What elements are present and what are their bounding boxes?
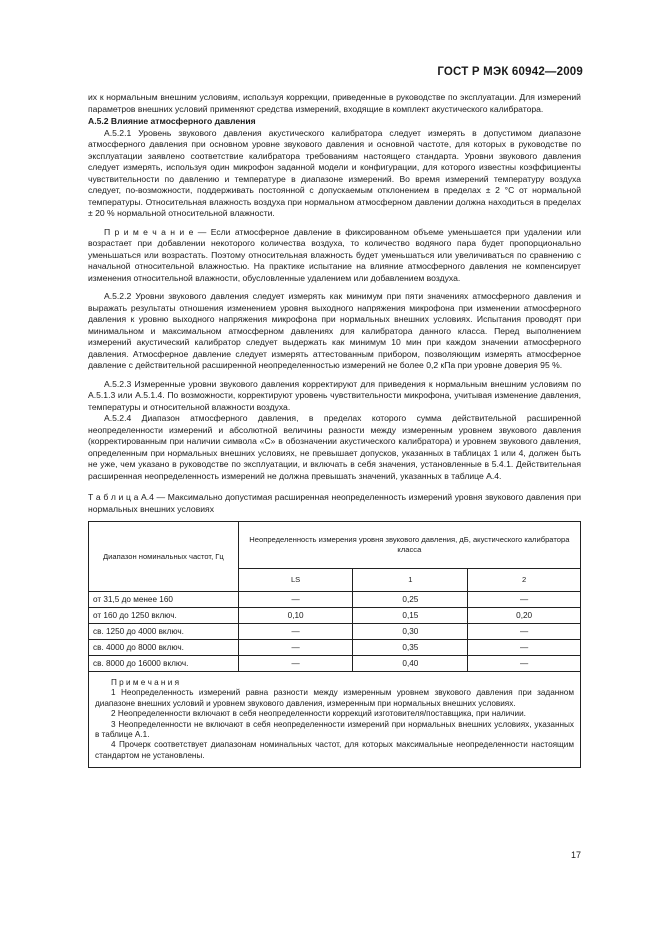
ls-cell: 0,10 xyxy=(238,608,353,624)
paragraph-a524: А.5.2.4 Диапазон атмосферного давления, в пределах которого сумма действительной расширенной неопределенности измерений и абсолютной величины разности между измеренным уровнем звукового давления (корректированным при наличии символа «С» в обозначении акустического калибратора) и уровнем звукового давления, определенным при нормальных внешних условиях, не превышает допусков, указанных в таблицах 1 или 4, должен быть не уже, чем указано в руководстве по эксплуатации, и включать в себя значения, установленные в 5.4.1. Действительная расширенная неопределенность измерений не должна превышать значений, указанных в таблице А.4. xyxy=(88,413,581,481)
table-row xyxy=(89,592,581,608)
note-item: 1 Неопределенность измерений равна разности между измеренным уровнем звукового давления при заданном диапазоне внешних условий и уровнем звукового давления, измеренным при нормальных внешних условиях. xyxy=(95,688,574,708)
freq-range-cell: от 31,5 до менее 160 xyxy=(89,592,239,608)
paragraph-a522: А.5.2.2 Уровни звукового давления следует измерять как минимум при пяти значениях атмосферного давления и выражать результаты отношения изменением уровня выходного напряжения микрофона при изменении атмосферного давления к уровню выходного напряжения микрофона при нормальных внешних условиях. Испытания проводят при минимальном и максимальном атмосферном давлениях для калибратора данного класса. Перед выполнением измерений акустический калибратор следует выдержать как минимум 10 мин при каждом значении атмосферного давления. Атмосферное давление следует измерять аттестованным прибором, позволяющим измерять атмосферное давление с действительной расширенной неопределенностью измерений не более 0,2 кПа при уровне доверия 95 %. xyxy=(88,291,581,370)
class1-cell: 0,25 xyxy=(353,592,468,608)
freq-range-cell: св. 4000 до 8000 включ. xyxy=(89,640,239,656)
freq-range-cell: св. 1250 до 4000 включ. xyxy=(89,624,239,640)
class-header-1: 1 xyxy=(353,569,468,592)
uncertainty-group-header: Неопределенность измерения уровня звукового давления, дБ, акустического калибратора класса xyxy=(238,522,580,569)
ls-cell: — xyxy=(238,624,353,640)
table-caption xyxy=(88,492,581,515)
table-caption-label: Т а б л и ц а xyxy=(88,492,139,502)
note-item: 4 Прочерк соответствует диапазонам номинальных частот, для которых максимальные неопределенности настоящим стандартом не установлены. xyxy=(95,740,574,760)
ls-cell: — xyxy=(238,656,353,672)
frequency-range-header: Диапазон номинальных частот, Гц xyxy=(89,522,239,592)
table-notes xyxy=(89,672,581,768)
page-content xyxy=(88,92,581,768)
table-row xyxy=(89,624,581,640)
note-label: П р и м е ч а н и е xyxy=(104,226,194,237)
section-heading: А.5.2 Влияние атмосферного давления xyxy=(88,116,256,126)
class2-cell: — xyxy=(468,592,581,608)
class1-cell: 0,35 xyxy=(353,640,468,656)
table-caption-text: А.4 — Максимально допустимая расширенная неопределенность измерений уровня звукового давления при нормальных внешних условиях xyxy=(88,492,581,514)
table-row xyxy=(89,608,581,624)
class1-cell: 0,30 xyxy=(353,624,468,640)
ls-cell: — xyxy=(238,592,353,608)
class1-cell: 0,40 xyxy=(353,656,468,672)
paragraph-continued: их к нормальным внешним условиям, используя коррекции, приведенные в руководстве по эксплуатации. Для измерений параметров внешних условий применяют средства измерений, входящие в комплект акустического калибратора. xyxy=(88,92,581,114)
class2-cell: — xyxy=(468,624,581,640)
paragraph-a521: А.5.2.1 Уровень звукового давления акустического калибратора следует измерять в допустимом диапазоне атмосферного давления при основном уровне звукового давления и основной частоте, для которых в руководстве по эксплуатации заявлено соответствие калибратора требованиям настоящего стандарта. Уровни звукового давления следует измерять, используя один микрофон заданной модели и конфигурации, для которого известны коэффициенты чувствительности по давлению и температуре в диапазоне измерений. Во время измерений температуру воздуха следует, по-возможности, поддерживать постоянной с допускаемым отклонением в пределах ± 2 °С от нормальной температуры. Относительная влажность воздуха при нормальном атмосферном давлении должна находиться в пределах ± 20 % нормальной относительной влажности. xyxy=(88,127,581,218)
class2-cell: 0,20 xyxy=(468,608,581,624)
standard-header: ГОСТ Р МЭК 60942—2009 xyxy=(437,66,583,78)
paragraph-a523: А.5.2.3 Измеренные уровни звукового давления корректируют для приведения к нормальным внешним условиям по А.5.1.3 или А.5.1.4. По возможности, корректируют уровень чувствительности микрофона, учитывая изменение давления, температуры и относительной влажности воздуха. xyxy=(88,378,581,412)
class-header-2: 2 xyxy=(468,569,581,592)
freq-range-cell: св. 8000 до 16000 включ. xyxy=(89,656,239,672)
note-item: 3 Неопределенности не включают в себя неопределенности измерений при нормальных внешних условиях, указанных в таблице А.1. xyxy=(95,719,574,740)
note-item: 2 Неопределенности включают в себя неопределенности коррекций изготовителя/поставщика, при наличии. xyxy=(111,709,526,719)
freq-range-cell: от 160 до 1250 включ. xyxy=(89,608,239,624)
class2-cell: — xyxy=(468,656,581,672)
ls-cell: — xyxy=(238,640,353,656)
note-paragraph xyxy=(88,227,581,285)
notes-title: П р и м е ч а н и я xyxy=(111,678,180,687)
class-header-ls: LS xyxy=(238,569,353,592)
uncertainty-table xyxy=(88,521,581,768)
class1-cell: 0,15 xyxy=(353,608,468,624)
table-row xyxy=(89,656,581,672)
page-number: 17 xyxy=(570,850,581,860)
class2-cell: — xyxy=(468,640,581,656)
table-row xyxy=(89,640,581,656)
note-text: — Если атмосферное давление в фиксированном объеме уменьшается при удалении или возрастает при добавлении некоторого количества воздуха, то количество водяного пара будет пропорционально уменьшаться или возрастать. Поэтому относительная влажность будет уменьшаться или увеличиваться по сравнению с начальной относительной влажностью. На практике испытание на влияние атмосферного давления не компенсирует изменения относительной влажности, обусловленные удалением или добавлением воздуха. xyxy=(88,226,582,283)
